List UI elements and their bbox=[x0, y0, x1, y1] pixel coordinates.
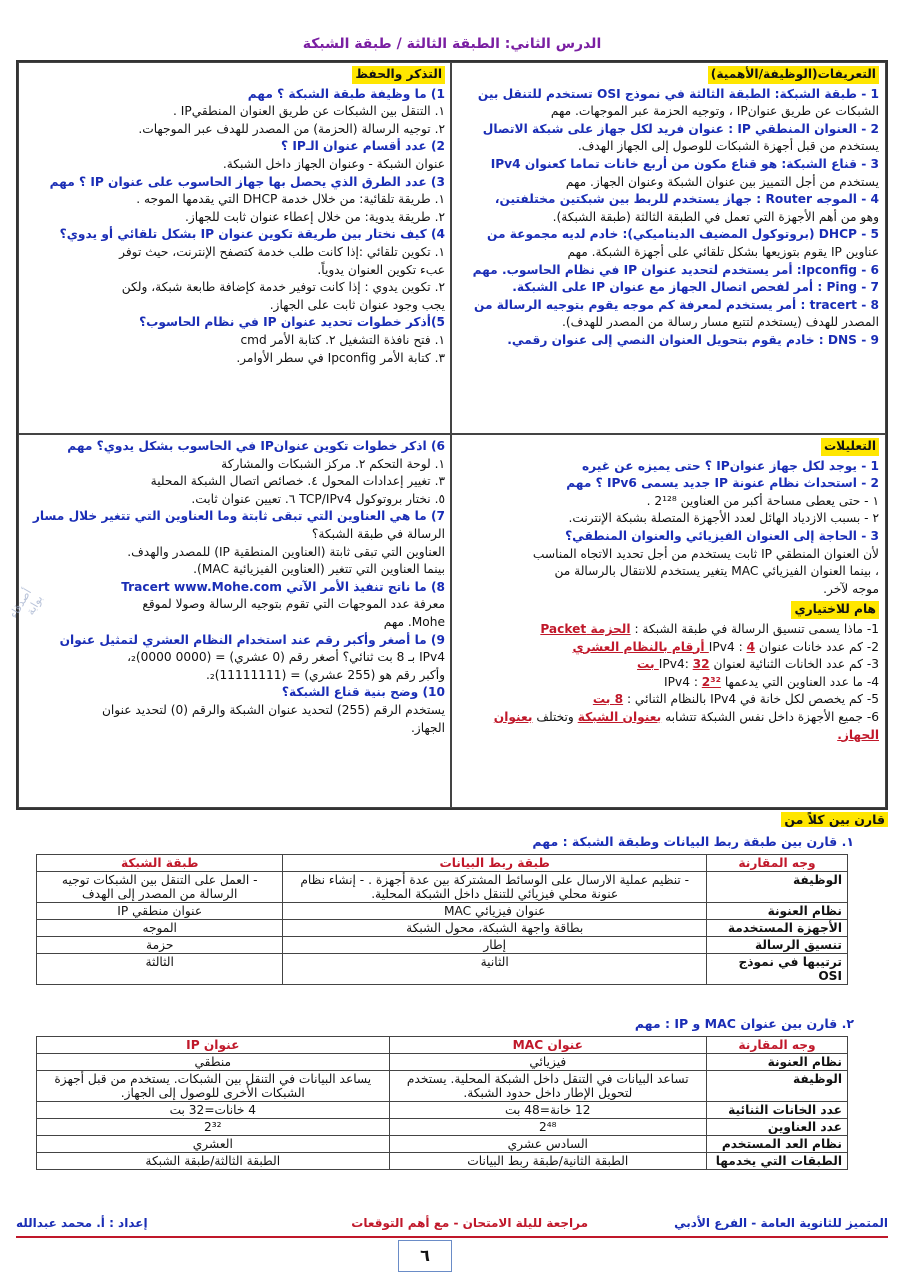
quiz-answer: 4 أرقام بالنظام العشري bbox=[572, 639, 756, 654]
text-line: يستخدم من أجل التمييز بين عنوان الشبكة وعنوان الجهاز. مهم bbox=[565, 174, 879, 189]
compare-table2-title: ٢. قارن بين عنوان MAC و IP : مهم bbox=[634, 1016, 854, 1031]
text-line: 1 - طبقة الشبكة: الطبقة الثالثة في نموذج OSI تستخدم للتنقل بين bbox=[477, 86, 879, 101]
text-line: الرسالة في طبقة الشبكة؟ bbox=[311, 526, 445, 541]
compare-header: قارن بين كلاً من bbox=[781, 812, 888, 827]
compare-table-addresses bbox=[36, 1036, 848, 1170]
table-cell: فيزيائي bbox=[389, 1054, 706, 1071]
text-line: ٣. تغيير إعدادات المحول ٤. خصائص اتصال الشبكة المحلية bbox=[150, 474, 445, 489]
text-line: 7 - Ping : أمر لفحص اتصال الجهاز مع عنوان IP على الشبكة. bbox=[512, 280, 879, 295]
text-line: 3 - الحاجة إلى العنوان الفيزيائي والعنوان المنطقي؟ bbox=[565, 528, 879, 543]
text-line: 8) ما ناتج تنفيذ الأمر الآتي Tracert www.Mohe.com bbox=[121, 579, 445, 594]
table-cell: بطاقة واجهة الشبكة، محول الشبكة bbox=[283, 920, 707, 937]
compare-table1-title: ١. قارن بين طبقة ربط البيانات وطبقة الشبكة : مهم bbox=[532, 834, 854, 849]
text-line: ٢. طريقة يدوية: من خلال إعطاء عنوان ثابت للجهاز. bbox=[185, 209, 445, 224]
text-line: 2) عدد أقسام عنوان الـIP ؟ bbox=[281, 139, 445, 154]
text-line: 9) ما أصغر وأكبر رقم عند استخدام النظام العشري لتمثيل عنوان bbox=[59, 632, 445, 647]
quiz-question-2: وتختلف bbox=[532, 709, 578, 724]
table-cell: الثالثة bbox=[37, 954, 283, 985]
text-line: 1) ما وظيفة طبقة الشبكة ؟ مهم bbox=[247, 86, 445, 101]
text-line: ١. التنقل بين الشبكات عن طريق العنوان المنطقيIP . bbox=[173, 104, 445, 119]
table-cell: حزمة bbox=[37, 937, 283, 954]
table-cell: العشري bbox=[37, 1136, 390, 1153]
page-number: ٦ bbox=[398, 1240, 452, 1272]
table-cell: الثانية bbox=[283, 954, 707, 985]
table-cell: - تنظيم عملية الارسال على الوسائط المشتركة بين عدة أجهزة . - إنشاء نظام عنونة محلي فيزيائي للتنقل داخل الشبكة المحلية. bbox=[283, 872, 707, 903]
text-line: ٢. تكوين يدوي : إذا كانت توفير خدمة كإضافة طابعة شبكة، ولكن bbox=[121, 280, 445, 295]
quiz-item bbox=[457, 621, 879, 639]
quiz-question: 6- جميع الأجهزة داخل نفس الشبكة تتشابه bbox=[661, 709, 879, 724]
text-line: موجه لآخر. bbox=[823, 581, 879, 596]
text-line: ٣. كتابة الأمر Ipconfig في سطر الأوامر. bbox=[236, 350, 445, 365]
text-line: 2 - استحداث نظام عنونة IP جديد يسمى IPv6 ؟ مهم bbox=[566, 476, 879, 491]
table-cell: عدد العناوين bbox=[707, 1119, 848, 1136]
text-line: 5)أذكر خطوات تحديد عنوان IP في نظام الحاسوب؟ bbox=[139, 315, 445, 330]
quiz-item bbox=[457, 656, 879, 674]
footer-left: إعداد : أ. محمد عبدالله bbox=[16, 1216, 148, 1230]
text-line: ٢. توجيه الرسالة (الحزمة) من المصدر للهدف عبر الموجهات. bbox=[138, 121, 445, 136]
text-line: وأكبر رقم هو (255 عشري) = (11111111)₂. bbox=[205, 667, 445, 682]
quiz-question: 3- كم عدد الخانات الثنائية لعنوان IPv4: bbox=[658, 657, 879, 672]
text-line: 2 - العنوان المنطقي IP : عنوان فريد لكل جهاز على شبكة الاتصال bbox=[482, 121, 879, 136]
text-line: بينما العناوين التي تتغير (العناوين الفيزيائية MAC). bbox=[193, 562, 445, 577]
text-line: ٢ - بسبب الازدياد الهائل لعدد الأجهزة المتصلة بشبكة الإنترنت. bbox=[568, 511, 879, 526]
text-line: عبء تكوين العنوان يدوياً. bbox=[317, 262, 445, 277]
footer-right: المتميز للثانوية العامة - الفرع الأدبي bbox=[674, 1216, 888, 1230]
table-cell: 4 خانات=32 بت bbox=[37, 1102, 390, 1119]
text-line: العناوين التي تبقى ثابتة (العناوين المنطقية IP) للمصدر والهدف. bbox=[127, 544, 445, 559]
footer-divider bbox=[16, 1236, 888, 1238]
quiz-list bbox=[457, 621, 879, 744]
table-header-cell: وجه المقارنة bbox=[707, 855, 848, 872]
page-title: الدرس الثاني: الطبقة الثالثة / طبقة الشبكة bbox=[302, 36, 602, 52]
table-header-cell: طبقة الشبكة bbox=[37, 855, 283, 872]
text-line: 3) عدد الطرق الذي يحصل بها جهاز الحاسوب على عنوان IP ؟ مهم bbox=[49, 174, 445, 189]
text-line: 6) اذكر خطوات تكوين عنوانIP في الحاسوب بشكل يدوي؟ مهم bbox=[67, 439, 445, 453]
table-row bbox=[37, 920, 848, 937]
table-cell: الطبقة الثالثة/طبقة الشبكة bbox=[37, 1153, 390, 1170]
text-line: IPv4 بـ 8 بت ثنائي؟ أصغر رقم (0 عشري) = (0000 0000)₂، bbox=[127, 650, 445, 665]
table-cell: 2³² bbox=[37, 1119, 390, 1136]
quiz-answer: 32 بت bbox=[637, 657, 710, 672]
notes-grid bbox=[16, 60, 888, 810]
table-cell: إطار bbox=[283, 937, 707, 954]
text-line: ١. فتح نافذة التشغيل ٢. كتابة الأمر cmd bbox=[240, 332, 445, 347]
quiz-item bbox=[457, 639, 879, 657]
text-line: ١. طريقة تلقائية: من خلال خدمة DHCP التي يقدمها الموجه . bbox=[136, 192, 445, 207]
table-cell: 2⁴⁸ bbox=[389, 1119, 706, 1136]
table-cell: نظام العد المستخدم bbox=[707, 1136, 848, 1153]
quiz-header: هام للاختياري bbox=[791, 601, 879, 619]
text-line: 10) وضح بنية قناع الشبكة؟ bbox=[281, 685, 445, 700]
text-line: يستخدم من قبل أجهزة الشبكات للوصول إلى الجهاز الهدف. bbox=[577, 139, 879, 154]
text-line: ١ - حتى يعطى مساحة أكبر من العناوين 2¹²⁸ . bbox=[646, 493, 879, 508]
text-line: ٥. نختار بروتوكول TCP/IPv4 ٦. تعيين عنوان ثابت. bbox=[191, 491, 445, 506]
quiz-answer: بعنوان الشبكة bbox=[577, 709, 662, 724]
table-cell: ترتيبها في نموذج OSI bbox=[707, 954, 848, 985]
quiz-item bbox=[457, 709, 879, 744]
quiz-answer: 8 بت bbox=[592, 692, 624, 707]
table-cell: 12 خانة=48 بت bbox=[389, 1102, 706, 1119]
table-row bbox=[37, 1054, 848, 1071]
quiz-answer: 2³² bbox=[701, 674, 721, 689]
quiz-question: 5- كم يخصص لكل خانة في IPv4 بالنظام الثنائي : bbox=[623, 692, 879, 707]
text-line: 8 - tracert : أمر يستخدم لمعرفة كم موجه يقوم بتوجيه الرسالة من bbox=[474, 297, 879, 312]
text-line: الجهاز. bbox=[410, 720, 445, 735]
text-line: 3 - قناع الشبكة: هو قناع مكون من أربع خانات تماما كعنوان IPv4 bbox=[490, 156, 879, 171]
table-row bbox=[37, 937, 848, 954]
quiz-answer: الحزمة Packet bbox=[540, 621, 631, 636]
text-line: وهو من أهم الأجهزة التي تعمل في الطبقة الثالثة (طبقة الشبكة). bbox=[552, 209, 879, 224]
table-header-cell: وجه المقارنة bbox=[707, 1037, 848, 1054]
text-line: ، بينما العنوان الفيزيائي MAC يتغير يستخدم للانتقال بالرسالة من bbox=[554, 564, 879, 579]
table-row bbox=[37, 1071, 848, 1102]
table-row bbox=[37, 903, 848, 920]
footer-center: مراجعة لليلة الامتحان - مع أهم التوقعات bbox=[351, 1216, 588, 1230]
table-cell: - العمل على التنقل بين الشبكات توجيه الرسالة من المصدر إلى الهدف bbox=[37, 872, 283, 903]
reasons-box bbox=[450, 434, 886, 808]
table-cell: يساعد البيانات في التنقل بين الشبكات. يستخدم من قبل أجهزة الشبكات الأخرى للوصول إلى الجهاز. bbox=[37, 1071, 390, 1102]
footer bbox=[16, 1216, 888, 1234]
text-line: معرفة عدد الموجهات التي تقوم بتوجيه الرسالة وصولا لموقع bbox=[142, 597, 445, 612]
more-questions-list bbox=[25, 438, 445, 737]
text-line: عنوان الشبكة - وعنوان الجهاز داخل الشبكة. bbox=[222, 156, 445, 171]
table-cell: عنوان منطقي IP bbox=[37, 903, 283, 920]
definitions-header: التعريفات(الوظيفة/الأهمية) bbox=[708, 66, 879, 84]
text-line: 7) ما هي العناوين التي تبقى ثابتة وما العناوين التي تتغير خلال مسار bbox=[32, 509, 445, 524]
remember-list bbox=[25, 86, 445, 368]
text-line: المصدر للهدف (يستخدم لتتبع مسار رسالة من المصدر للهدف). bbox=[561, 315, 879, 330]
text-line: 5 - DHCP (بروتوكول المضيف الديناميكي): خادم لديه مجموعة من bbox=[487, 227, 879, 242]
table-cell: تنسيق الرسالة bbox=[707, 937, 848, 954]
table-cell: السادس عشري bbox=[389, 1136, 706, 1153]
table-row bbox=[37, 1102, 848, 1119]
remember-header: التذكر والحفظ bbox=[352, 66, 445, 84]
remember-box bbox=[18, 62, 452, 434]
text-line: ١. تكوين تلقائي :إذا كانت طلب خدمة كتصفح الإنترنت، حيث توفر bbox=[119, 244, 445, 259]
table-cell: الطبقة الثانية/طبقة ربط البيانات bbox=[389, 1153, 706, 1170]
table-cell: الوظيفة bbox=[707, 1071, 848, 1102]
watermark: أصدقاء بوابة bbox=[6, 586, 46, 621]
table-header-cell: طبقة ربط البيانات bbox=[283, 855, 707, 872]
table-cell: تساعد البيانات في التنقل داخل الشبكة المحلية. يستخدم لتحويل الإطار داخل حدود الشبكة. bbox=[389, 1071, 706, 1102]
table-cell: منطقي bbox=[37, 1054, 390, 1071]
text-line: الشبكات عن طريق عنوانIP ، وتوجيه الحزمة عبر الموجهات. مهم bbox=[550, 104, 879, 119]
text-line: 1 - يوجد لكل جهاز عنوانIP ؟ حتى يميزه عن غيره bbox=[581, 458, 879, 473]
table-cell: عدد الخانات الثنائية bbox=[707, 1102, 848, 1119]
table-cell: نظام العنونة bbox=[707, 1054, 848, 1071]
text-line: عناوين IP يقوم بتوزيعها بشكل تلقائي على أجهزة الشبكة. مهم bbox=[567, 244, 879, 259]
table-cell: الموجه bbox=[37, 920, 283, 937]
table-header-cell: عنوان IP bbox=[37, 1037, 390, 1054]
compare-table-layers bbox=[36, 854, 848, 985]
text-line: 9 - DNS : خادم يقوم بتحويل العنوان النصي إلى عنوان رقمي. bbox=[507, 332, 879, 347]
quiz-question: 2- كم عدد خانات عنوان IPv4 : bbox=[708, 639, 879, 654]
table-row bbox=[37, 1153, 848, 1170]
text-line: يستخدم الرقم (255) لتحديد عنوان الشبكة والرقم (0) لتحديد عنوان bbox=[101, 702, 445, 717]
definitions-list bbox=[457, 86, 879, 350]
table-cell: نظام العنونة bbox=[707, 903, 848, 920]
text-line: ١. لوحة التحكم ٢. مركز الشبكات والمشاركة bbox=[221, 456, 445, 471]
definitions-box bbox=[450, 62, 886, 434]
reasons-list bbox=[457, 458, 879, 599]
text-line: 4 - الموجه Router : جهاز يستخدم للربط بين شبكتين مختلفتين، bbox=[494, 192, 879, 207]
text-line: يجب وجود عنوان ثابت على الجهاز. bbox=[269, 297, 445, 312]
quiz-item bbox=[457, 674, 879, 692]
table-cell: عنوان فيزيائي MAC bbox=[283, 903, 707, 920]
text-line: Mohe. مهم bbox=[383, 614, 445, 629]
table-cell: الطبقات التي يخدمها bbox=[707, 1153, 848, 1170]
table-row bbox=[37, 1119, 848, 1136]
quiz-question: 1- ماذا يسمى تنسيق الرسالة في طبقة الشبكة : bbox=[630, 621, 879, 636]
table-row bbox=[37, 872, 848, 903]
table-cell: الأجهزة المستخدمة bbox=[707, 920, 848, 937]
quiz-item bbox=[457, 691, 879, 709]
table-cell: الوظيفة bbox=[707, 872, 848, 903]
text-line: لأن العنوان المنطقي IP ثابت يستخدم من أجل تحديد الاتجاه المناسب bbox=[532, 546, 879, 561]
quiz-answer-2: بعنوان الجهاز. bbox=[493, 709, 879, 742]
reasons-header: التعليلات bbox=[821, 438, 879, 456]
table-row bbox=[37, 954, 848, 985]
quiz-question: 4- ما عدد العناوين التي يدعمها IPv4 : bbox=[664, 674, 879, 689]
table-header-cell: عنوان MAC bbox=[389, 1037, 706, 1054]
text-line: 6 - Ipconfig: أمر يستخدم لتحديد عنوان IP في نظام الحاسوب. مهم bbox=[472, 262, 879, 277]
table-row bbox=[37, 1136, 848, 1153]
text-line: 4) كيف نختار بين طريقة تكوين عنوان IP بشكل تلقائي أو يدوي؟ bbox=[59, 227, 445, 242]
